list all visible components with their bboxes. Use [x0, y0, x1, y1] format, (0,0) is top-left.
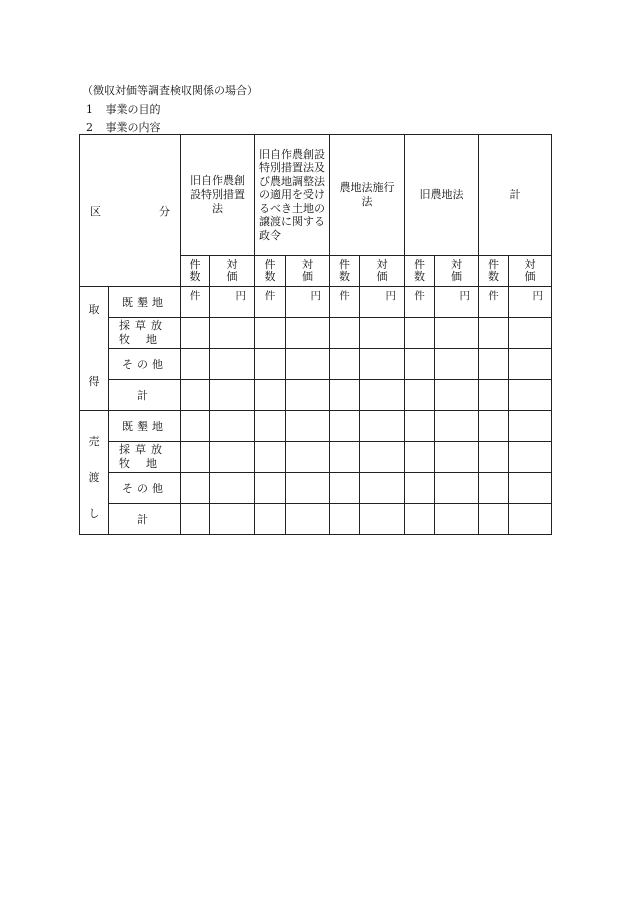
cell [330, 442, 360, 473]
cell [405, 442, 435, 473]
cell [360, 411, 405, 442]
cell [360, 380, 405, 411]
cell [330, 473, 360, 504]
item-number: 1 [86, 103, 93, 116]
cell [210, 349, 255, 380]
cell [210, 411, 255, 442]
unit-count: 件 [255, 287, 286, 318]
cell [360, 504, 405, 535]
cell [210, 380, 255, 411]
unit-price: 円 [509, 287, 552, 318]
subheader-count: 件 数 [181, 256, 210, 287]
kubun-header [80, 135, 181, 287]
cell [330, 380, 360, 411]
cell [255, 349, 286, 380]
cell [435, 504, 479, 535]
row-label-saisou-houbokuchi: 採草放 牧地 [109, 442, 181, 473]
cell [360, 442, 405, 473]
row-label-total: 計 [109, 504, 181, 535]
subheader-price: 対 価 [509, 256, 552, 287]
cell [181, 349, 210, 380]
cell [435, 411, 479, 442]
cell [405, 380, 435, 411]
unit-count: 件 [405, 287, 435, 318]
cell [509, 349, 552, 380]
cell [181, 318, 210, 349]
cell [360, 318, 405, 349]
cell [360, 473, 405, 504]
cell [435, 380, 479, 411]
item-number: 2 [86, 121, 93, 134]
cell [435, 318, 479, 349]
cell [405, 504, 435, 535]
cell [255, 380, 286, 411]
cell [255, 504, 286, 535]
group-acquire: 取 得 [80, 287, 109, 411]
col-header-kyu-jisakunou: 旧自作農創設特別措置法 [181, 135, 255, 256]
cell [255, 473, 286, 504]
row-label-saisou-houbokuchi: 採草放 牧地 [109, 318, 181, 349]
cell [509, 442, 552, 473]
cell [181, 473, 210, 504]
subheader-price: 対 価 [210, 256, 255, 287]
item-text: 事業の内容 [105, 121, 161, 134]
cell [286, 473, 330, 504]
subheader-count: 件 数 [479, 256, 509, 287]
subheader-count: 件 数 [255, 256, 286, 287]
unit-count: 件 [181, 287, 210, 318]
cell [181, 504, 210, 535]
unit-price: 円 [210, 287, 255, 318]
cell [210, 504, 255, 535]
cell [255, 411, 286, 442]
cell [479, 442, 509, 473]
item-text: 事業の目的 [105, 103, 161, 116]
cell [479, 380, 509, 411]
subheader-count: 件 数 [405, 256, 435, 287]
col-header-nouchihou-shikouhou: 農地法施行法 [330, 135, 405, 256]
cell [479, 504, 509, 535]
cell [255, 318, 286, 349]
cell [330, 349, 360, 380]
cell [210, 318, 255, 349]
subheader-count: 件 数 [330, 256, 360, 287]
cell [435, 349, 479, 380]
cell [330, 318, 360, 349]
cell [255, 442, 286, 473]
cell [405, 318, 435, 349]
unit-price: 円 [435, 287, 479, 318]
cell [509, 504, 552, 535]
col-header-kyu-nouchihou: 旧農地法 [405, 135, 479, 256]
cell [405, 349, 435, 380]
cell [181, 411, 210, 442]
statistics-table [79, 134, 552, 535]
cell [509, 318, 552, 349]
cell [479, 473, 509, 504]
cell [435, 442, 479, 473]
kubun-label-b: 分 [159, 204, 170, 218]
cell [435, 473, 479, 504]
item-purpose [86, 101, 161, 117]
item-content [86, 119, 161, 135]
cell [405, 411, 435, 442]
cell [479, 349, 509, 380]
cell [360, 349, 405, 380]
cell [210, 473, 255, 504]
cell [405, 473, 435, 504]
cell [181, 380, 210, 411]
cell [286, 349, 330, 380]
unit-price: 円 [360, 287, 405, 318]
col-header-seirei: 旧自作農創設特別措置法及び農地調整法の適用を受けるべき土地の譲渡に関する政令 [255, 135, 330, 256]
kubun-label-a: 区 [90, 204, 101, 218]
col-header-total: 計 [479, 135, 552, 256]
document-heading: （徴収対価等調査検収関係の場合） [82, 84, 258, 97]
unit-count: 件 [330, 287, 360, 318]
row-label-kikonchi: 既墾地 [109, 287, 181, 318]
row-label-total: 計 [109, 380, 181, 411]
row-label-kikonchi: 既墾地 [109, 411, 181, 442]
subheader-price: 対 価 [286, 256, 330, 287]
cell [330, 504, 360, 535]
cell [286, 411, 330, 442]
row-label-sonota: その他 [109, 349, 181, 380]
unit-price: 円 [286, 287, 330, 318]
cell [181, 442, 210, 473]
subheader-price: 対 価 [435, 256, 479, 287]
cell [479, 411, 509, 442]
cell [509, 380, 552, 411]
cell [286, 318, 330, 349]
group-transfer: 売 渡 し [80, 411, 109, 535]
subheader-price: 対 価 [360, 256, 405, 287]
cell [210, 442, 255, 473]
cell [509, 473, 552, 504]
cell [330, 411, 360, 442]
row-label-sonota: その他 [109, 473, 181, 504]
unit-count: 件 [479, 287, 509, 318]
cell [286, 504, 330, 535]
cell [286, 442, 330, 473]
cell [509, 411, 552, 442]
cell [479, 318, 509, 349]
cell [286, 380, 330, 411]
